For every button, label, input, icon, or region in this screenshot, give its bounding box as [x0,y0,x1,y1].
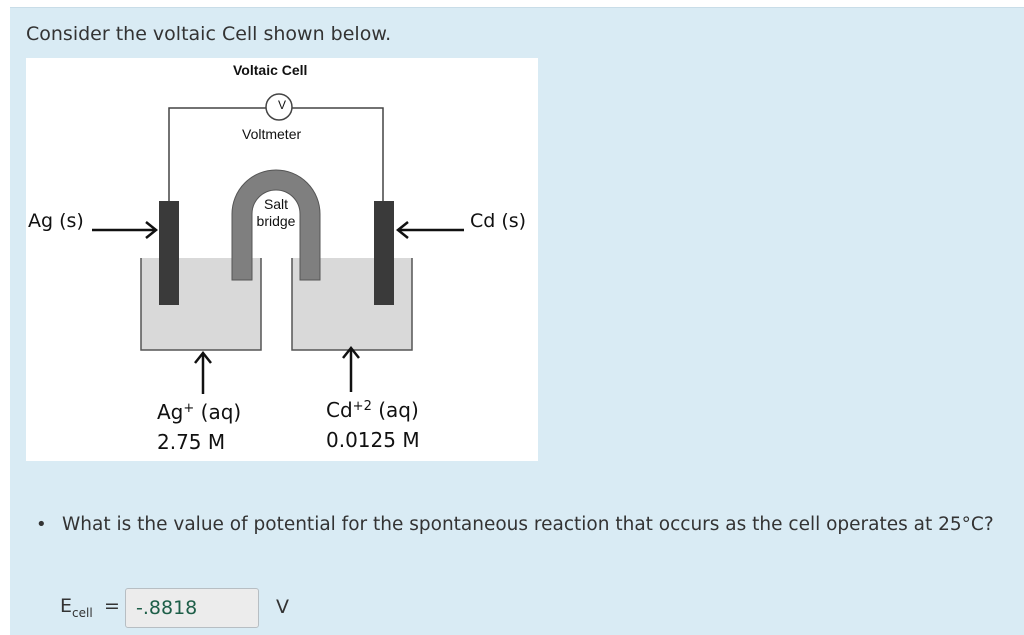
cd-electrode-arrow [398,222,464,238]
ecell-label-sub: cell [72,605,93,620]
ag-ion-state: (aq) [194,400,242,424]
voltmeter-symbol: V [277,98,286,112]
ag-electrode [159,201,179,305]
salt-bridge-label-line1: Salt [263,196,289,212]
ag-ion-arrow [195,353,211,394]
cd-ion-label [326,395,420,455]
intro-text: Consider the voltaic Cell shown below. [26,23,392,45]
salt-bridge-label-line2: bridge [256,213,296,229]
ag-ion-charge: + [183,401,195,416]
equals-sign: = [104,595,120,617]
figure-title: Voltaic Cell [233,62,308,78]
ag-ion-base: Ag [157,400,184,424]
cd-electrode-label: Cd (s) [470,210,527,232]
ag-electrode-arrow [92,222,156,238]
cd-ion-base: Cd [326,398,353,422]
ecell-label [60,595,93,620]
ag-ion-formula [157,397,241,427]
cd-ion-charge: +2 [352,399,372,414]
ag-ion-label [157,397,241,457]
bullet: • [36,514,47,535]
cd-ion-concentration: 0.0125 M [326,428,420,452]
voltaic-cell-figure [26,58,538,461]
cd-electrode [374,201,394,305]
unit-label: V [276,596,289,618]
question-panel [10,7,1024,635]
cd-ion-state: (aq) [371,398,419,422]
ag-ion-concentration: 2.75 M [157,430,226,454]
cd-ion-formula [326,395,420,425]
ecell-answer-input[interactable] [125,588,259,628]
salt-bridge-label [254,196,298,230]
voltaic-cell-diagram [26,58,538,461]
ag-electrode-label: Ag (s) [28,210,84,232]
voltmeter-label: Voltmeter [242,126,302,142]
cd-ion-arrow [343,348,359,392]
question-text: What is the value of potential for the spontaneous reaction that occurs as the cell operates at 25°C? [62,514,994,535]
ecell-label-main: E [60,595,73,617]
